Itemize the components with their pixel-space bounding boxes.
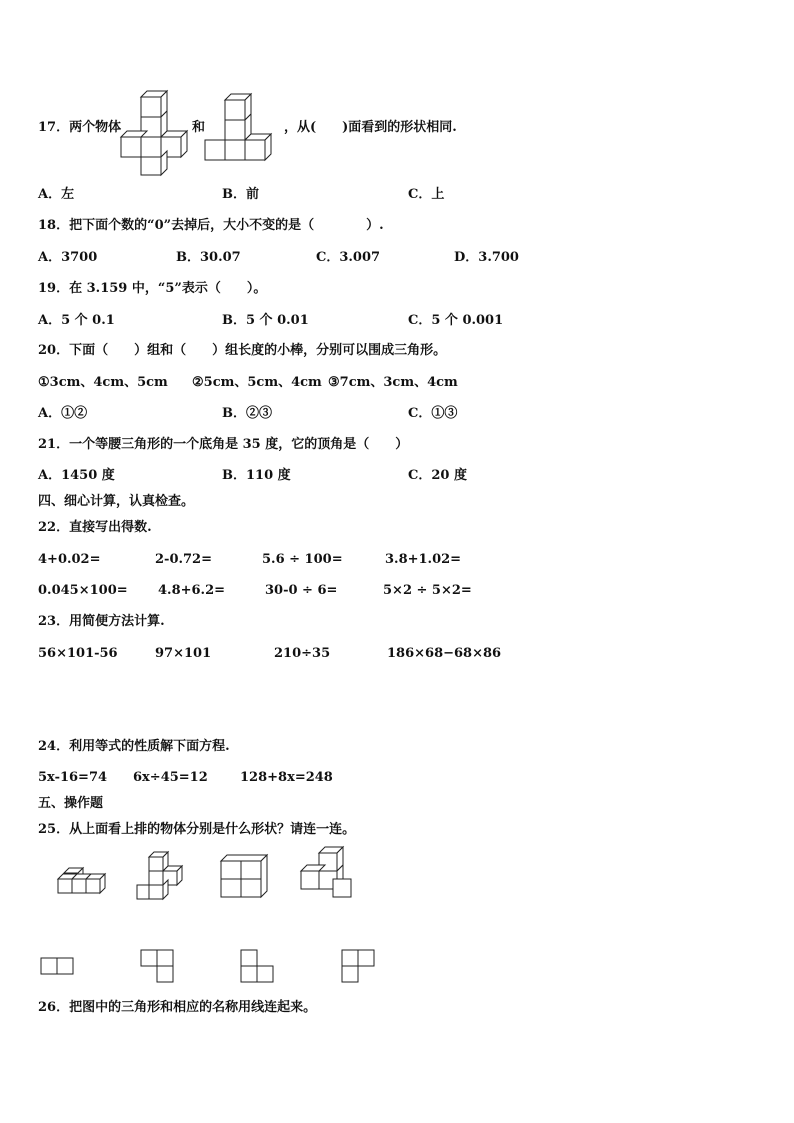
q19-option-c[interactable]: C．5 个 0.001 [408,313,504,328]
q21-option-b[interactable]: B．110 度 [222,468,291,483]
q22-item: 0.045×100= [38,583,128,598]
q25-solid-3[interactable] [221,853,271,899]
q22-stem: 22．直接写出得数. [38,520,152,535]
q17-solid-b [205,92,285,162]
q17-suffix: ，从( )面看到的形状相同. [284,120,457,135]
q22-item: 4.8+6.2= [158,583,226,598]
section-5-heading: 五、操作题 [38,796,104,811]
q20-stem: 20．下面（ ）组和（ ）组长度的小棒，分别可以围成三角形。 [38,343,447,358]
q17-option-b[interactable]: B．前 [222,187,259,202]
q25-solid-2[interactable] [137,851,187,901]
q22-item: 4+0.02= [38,552,101,567]
q21-stem: 21．一个等腰三角形的一个底角是 35 度，它的顶角是（ ） [38,437,409,452]
q24-stem: 24．利用等式的性质解下面方程. [38,739,230,754]
q25-stem: 25．从上面看上排的物体分别是什么形状？请连一连。 [38,822,356,837]
q17-solid-a [121,85,191,175]
q21-option-a[interactable]: A．1450 度 [38,468,115,483]
q18-option-c[interactable]: C．3.007 [316,250,381,265]
q26-stem: 26．把图中的三角形和相应的名称用线连起来。 [38,1000,317,1015]
q21-option-c[interactable]: C．20 度 [408,468,467,483]
q20-group-1: ①3cm、4cm、5cm [38,375,168,390]
q24-item: 5x-16=74 [38,770,108,785]
q25-solid-4[interactable] [301,847,355,899]
q22-item: 5.6 ÷ 100= [262,552,343,567]
q17-prefix: 17．两个物体 [38,120,122,135]
section-4-heading: 四、细心计算，认真检查。 [38,494,195,509]
q18-option-d[interactable]: D．3.700 [454,250,519,265]
q25-view-2[interactable] [140,949,176,985]
q22-item: 3.8+1.02= [385,552,462,567]
q22-item: 5×2 ÷ 5×2= [383,583,472,598]
q20-group-3: ③7cm、3cm、4cm [328,375,458,390]
q19-option-b[interactable]: B．5 个 0.01 [222,313,309,328]
q18-option-b[interactable]: B．30.07 [176,250,241,265]
q18-stem: 18．把下面个数的“0”去掉后，大小不变的是（ ）. [38,218,384,233]
q20-group-2: ②5cm、5cm、4cm [192,375,322,390]
q25-solid-1[interactable] [58,861,106,897]
q24-item: 6x÷45=12 [133,770,208,785]
q25-view-4[interactable] [341,949,377,985]
q20-option-b[interactable]: B．②③ [222,406,272,421]
q25-view-3[interactable] [240,949,276,985]
q22-item: 2-0.72= [155,552,212,567]
q18-option-a[interactable]: A．3700 [38,250,98,265]
q19-stem: 19．在 3.159 中，“5”表示（ ）。 [38,281,267,296]
q23-stem: 23．用简便方法计算. [38,614,165,629]
q23-item: 97×101 [155,646,212,661]
q23-item: 186×68−68×86 [387,646,502,661]
q19-option-a[interactable]: A．5 个 0.1 [38,313,115,328]
q23-item: 56×101-56 [38,646,118,661]
q17-option-a[interactable]: A．左 [38,187,75,202]
q20-option-a[interactable]: A．①② [38,406,88,421]
q22-item: 30-0 ÷ 6= [265,583,338,598]
q17-mid: 和 [192,120,206,135]
q20-option-c[interactable]: C．①③ [408,406,458,421]
q23-item: 210÷35 [274,646,331,661]
q24-item: 128+8x=248 [240,770,333,785]
q17-option-c[interactable]: C．上 [408,187,445,202]
q25-view-1[interactable] [40,957,76,977]
